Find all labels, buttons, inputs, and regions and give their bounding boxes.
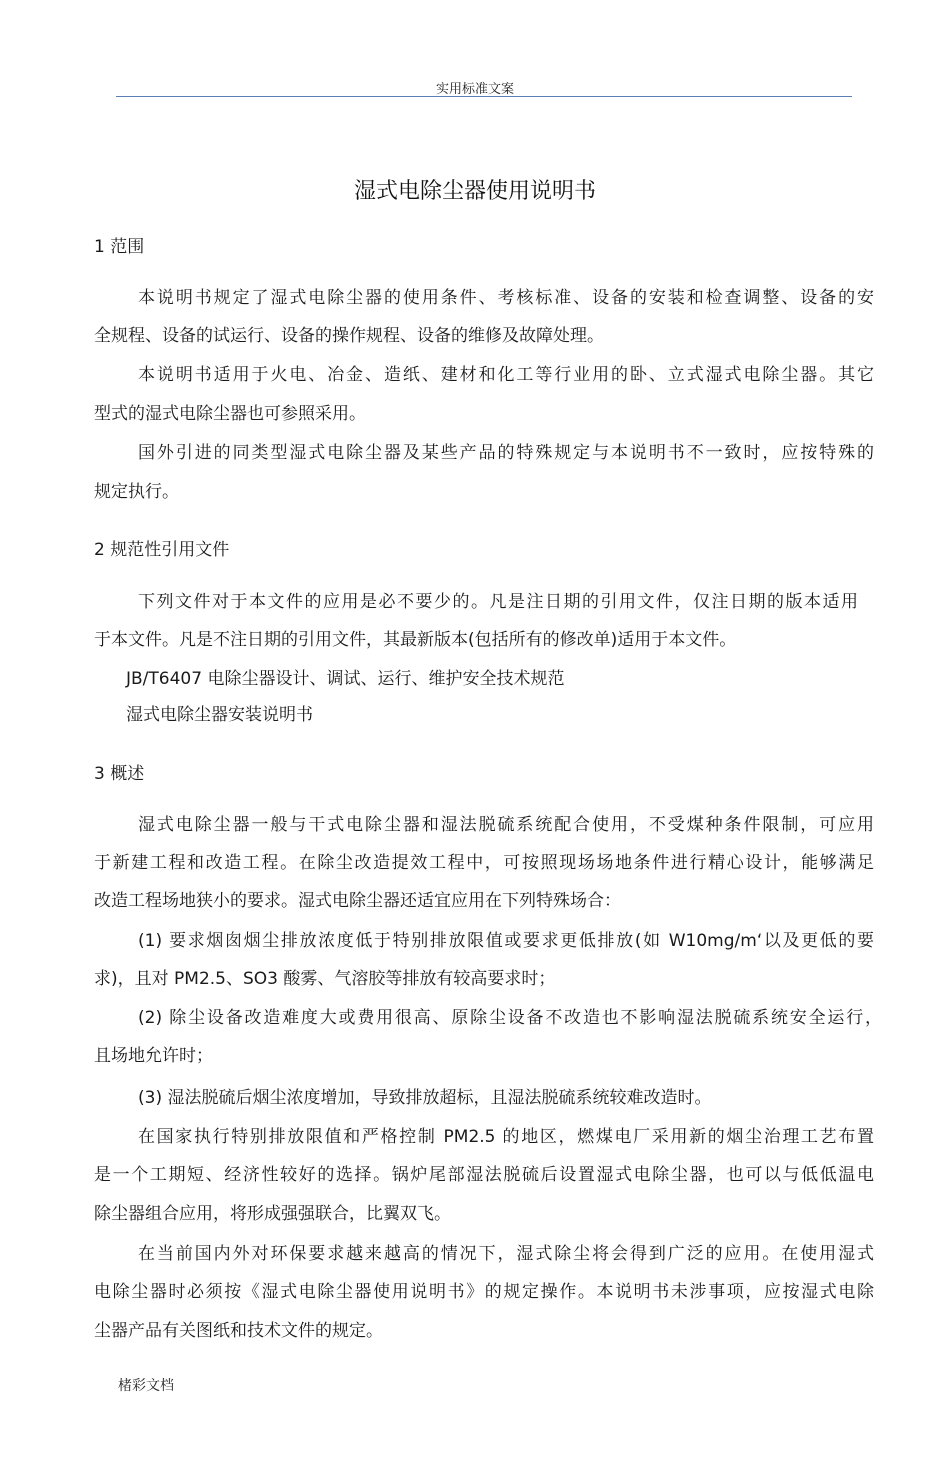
paragraph-line: 型式的湿式电除尘器也可参照采用。 [94,404,366,424]
list-item: (3) 湿法脱硫后烟尘浓度增加，导致排放超标，且湿法脱硫系统较难改造时。 [138,1088,712,1108]
paragraph-line: 湿式电除尘器一般与干式电除尘器和湿法脱硫系统配合使用，不受煤种条件限制，可应用 [138,815,874,835]
paragraph-line: 于新建工程和改造工程。在除尘改造提效工程中，可按照现场场地条件进行精心设计，能够满足 [94,853,874,873]
list-item: (2) 除尘设备改造难度大或费用很高、原除尘设备不改造也不影响湿法脱硫系统安全运行， [138,1008,882,1028]
paragraph-line: 改造工程场地狭小的要求。湿式电除尘器还适宜应用在下列特殊场合： [94,891,621,911]
paragraph-line: 是一个工期短、经济性较好的选择。锅炉尾部湿法脱硫后设置湿式电除尘器，也可以与低低温电 [94,1165,874,1185]
paragraph-line: 全规程、设备的试运行、设备的操作规程、设备的维修及故障处理。 [94,326,604,346]
reference-item: JB/T6407 电除尘器设计、调试、运行、维护安全技术规范 [126,669,565,689]
section-3-heading: 3 概述 [94,764,145,784]
reference-item: 湿式电除尘器安装说明书 [126,705,313,725]
paragraph-line: 电除尘器时必须按《湿式电除尘器使用说明书》的规定操作。本说明书未涉事项，应按湿式电除 [94,1282,874,1302]
paragraph-line: 本说明书规定了湿式电除尘器的使用条件、考核标准、设备的安装和检查调整、设备的安 [138,288,874,308]
page-header-text: 实用标准文案 [435,82,514,97]
paragraph-line: 在国家执行特别排放限值和严格控制 PM2.5 的地区，燃煤电厂采用新的烟尘治理工艺布置 [138,1127,874,1147]
page-footer-text: 楮彩文档 [118,1378,174,1394]
section-2-heading: 2 规范性引用文件 [94,540,230,560]
list-item-continued: 且场地允许时； [94,1046,213,1066]
header-rule [116,96,852,97]
paragraph-line: 下列文件对于本文件的应用是必不要少的。凡是注日期的引用文件，仅注日期的版本适用 [138,592,858,612]
paragraph-line: 于本文件。凡是不注日期的引用文件，其最新版本(包括所有的修改单)适用于本文件。 [94,630,737,650]
list-item-continued: 求)，且对 PM2.5、SO3 酸雾、气溶胶等排放有较高要求时； [94,969,556,989]
paragraph-line: 尘器产品有关图纸和技术文件的规定。 [94,1321,383,1341]
paragraph-line: 规定执行。 [94,482,179,502]
document-title: 湿式电除尘器使用说明书 [353,179,596,204]
list-item: (1) 要求烟囱烟尘排放浓度低于特别排放限值或要求更低排放(如 W10mg/m‘以及更低的要 [138,931,874,951]
paragraph-line: 本说明书适用于火电、冶金、造纸、建材和化工等行业用的卧、立式湿式电除尘器。其它 [138,365,874,385]
paragraph-line: 除尘器组合应用，将形成强强联合，比翼双飞。 [94,1204,451,1224]
section-1-heading: 1 范围 [94,237,145,257]
paragraph-line: 国外引进的同类型湿式电除尘器及某些产品的特殊规定与本说明书不一致时，应按特殊的 [138,443,874,463]
paragraph-line: 在当前国内外对环保要求越来越高的情况下，湿式除尘将会得到广泛的应用。在使用湿式 [138,1244,874,1264]
